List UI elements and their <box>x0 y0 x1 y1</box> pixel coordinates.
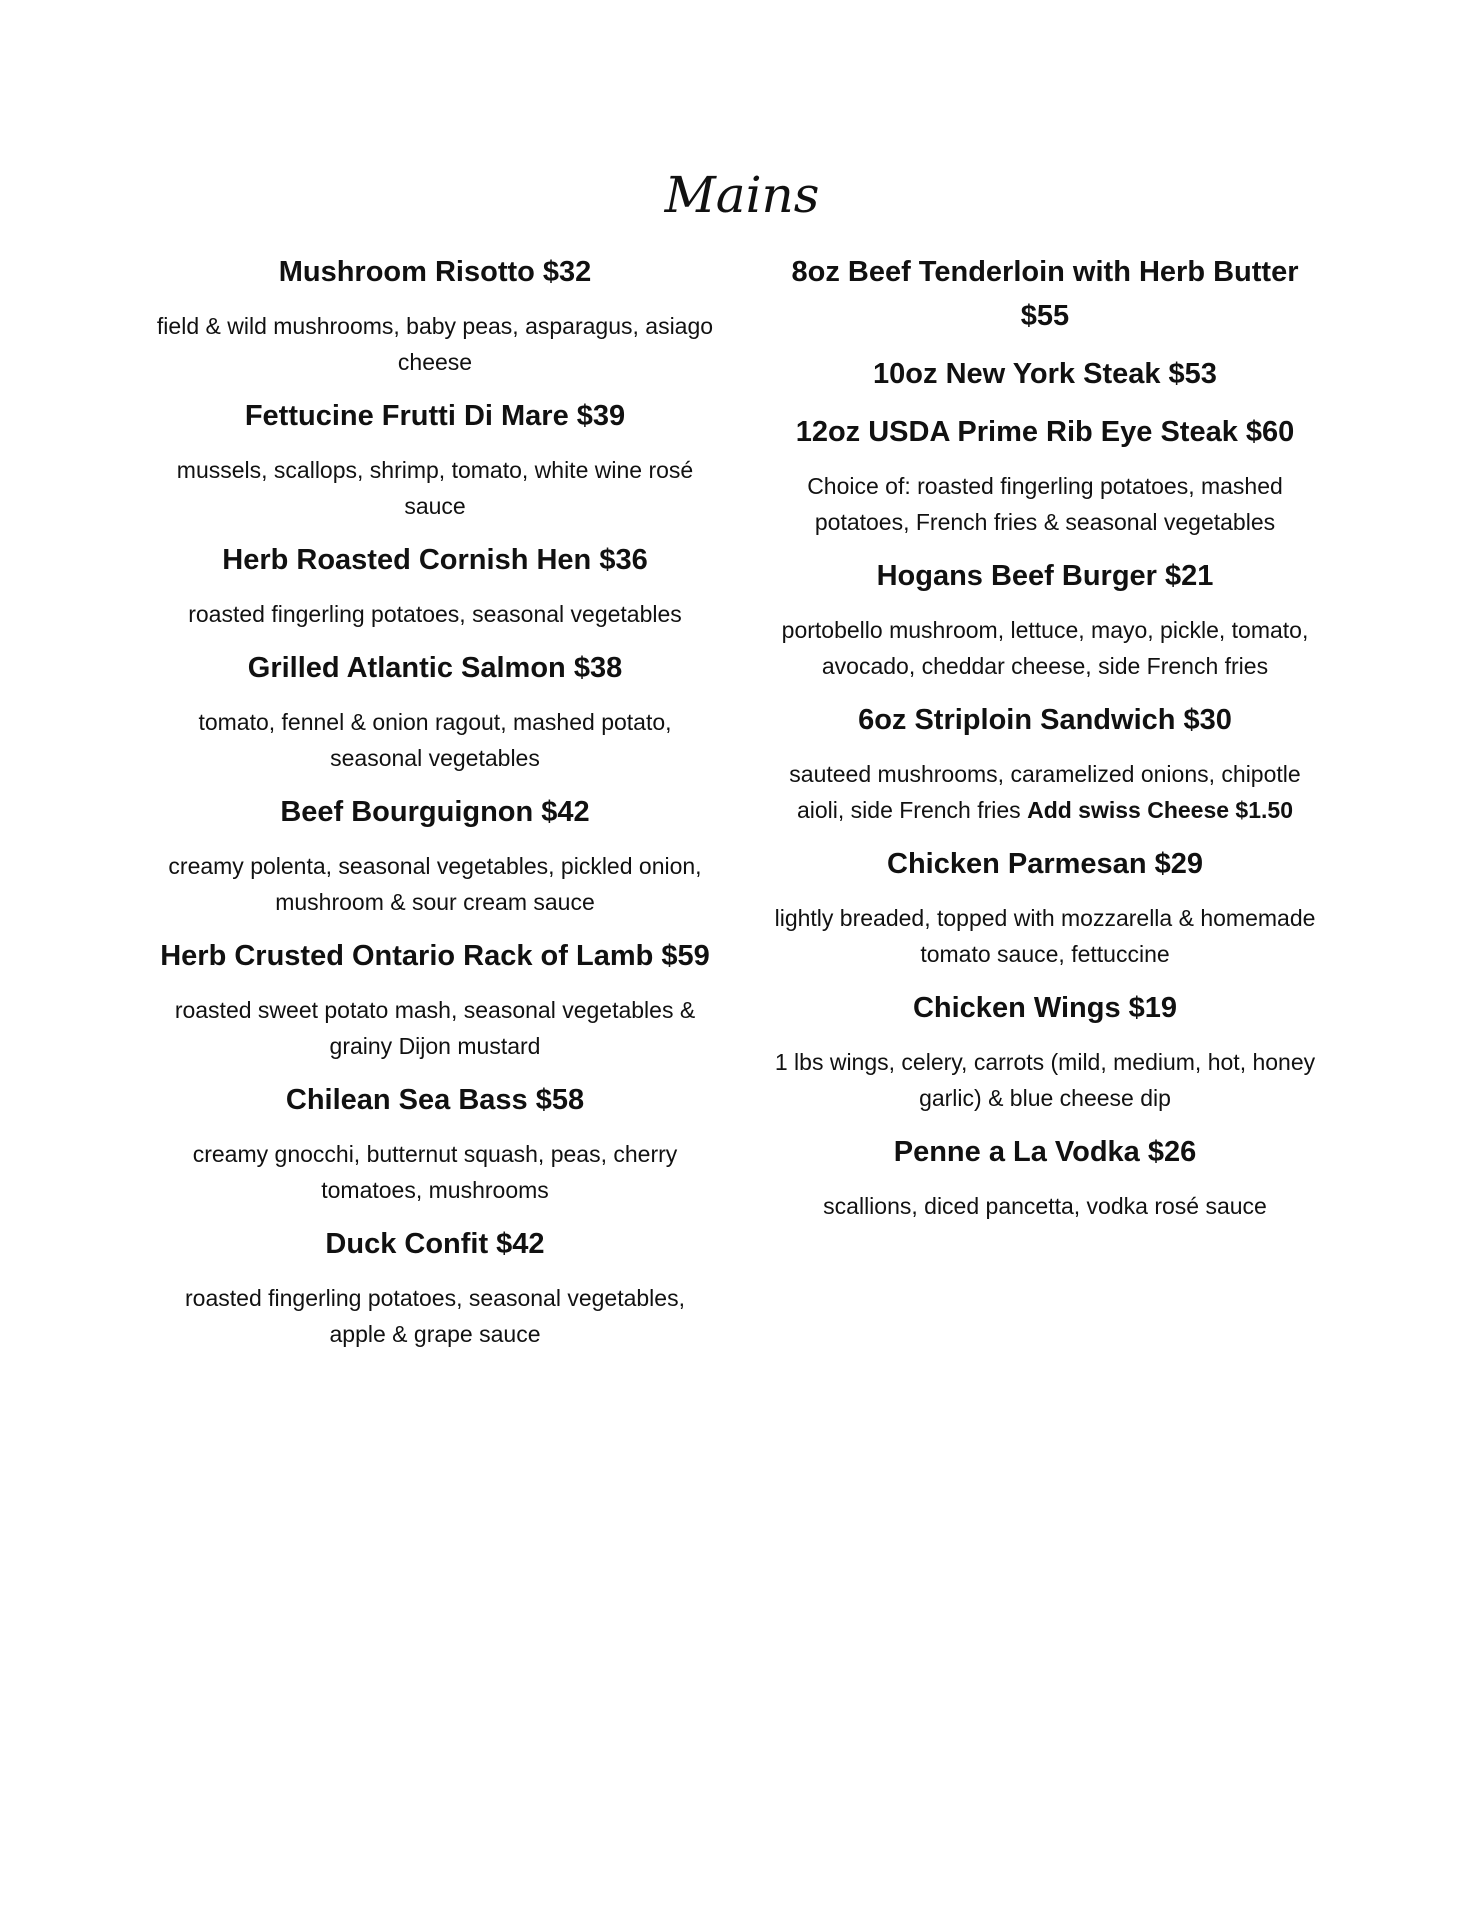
menu-item-name: 12oz USDA Prime Rib Eye Steak $60 <box>795 416 1295 448</box>
menu-item <box>155 1222 715 1352</box>
menu-item-name: 6oz Striploin Sandwich $30 <box>858 704 1232 736</box>
menu-item <box>155 790 715 920</box>
menu-item-description: roasted fingerling potatoes, seasonal vegetables, apple & grape sauce <box>185 1285 685 1347</box>
menu-item-description: scallions, diced pancetta, vodka rosé sauce <box>823 1193 1267 1219</box>
menu-item <box>765 250 1325 338</box>
menu-item <box>765 698 1325 828</box>
menu-item-name: Grilled Atlantic Salmon $38 <box>247 652 623 684</box>
menu-item-name: Mushroom Risotto $32 <box>278 256 592 288</box>
menu-item-name: Fettucine Frutti Di Mare $39 <box>244 400 626 432</box>
menu-item-addon: Add swiss Cheese $1.50 <box>1027 797 1293 823</box>
menu-item-name: 8oz Beef Tenderloin with Herb Butter $55 <box>791 256 1299 332</box>
page-title: Mains <box>664 166 820 224</box>
menu-item-name: Chilean Sea Bass $58 <box>285 1084 585 1116</box>
menu-item-name: Hogans Beef Burger $21 <box>876 560 1214 592</box>
menu-item-description: 1 lbs wings, celery, carrots (mild, medium, hot, honey garlic) & blue cheese dip <box>774 1049 1316 1111</box>
menu-item-description <box>765 756 1325 828</box>
menu-item-description: roasted fingerling potatoes, seasonal vegetables <box>188 601 682 627</box>
menu-item <box>155 250 715 380</box>
menu-item-description: Choice of: roasted fingerling potatoes, mashed potatoes, French fries & seasonal vegetables <box>807 473 1283 535</box>
menu-item <box>765 1130 1325 1224</box>
menu-item-name: Beef Bourguignon $42 <box>280 796 590 828</box>
menu-item-description: mussels, scallops, shrimp, tomato, white wine rosé sauce <box>176 457 694 519</box>
menu-item-description: tomato, fennel & onion ragout, mashed potato, seasonal vegetables <box>198 709 672 771</box>
menu-item <box>155 1078 715 1208</box>
menu-item-description: lightly breaded, topped with mozzarella & homemade tomato sauce, fettuccine <box>774 905 1316 967</box>
menu-item-name: Herb Roasted Cornish Hen $36 <box>222 544 648 576</box>
menu-item-name: Penne a La Vodka $26 <box>893 1136 1197 1168</box>
menu-column-left <box>155 250 715 1366</box>
menu-item <box>765 352 1325 396</box>
menu-item <box>765 842 1325 972</box>
menu-item-name: 10oz New York Steak $53 <box>873 358 1217 390</box>
menu-item-description-text: sauteed mushrooms, caramelized onions, chipotle aioli, side French fries <box>789 761 1301 823</box>
menu-item-name: Duck Confit $42 <box>325 1228 545 1260</box>
menu-item <box>155 934 715 1064</box>
menu-item <box>155 538 715 632</box>
menu-item-description: roasted sweet potato mash, seasonal vegetables & grainy Dijon mustard <box>174 997 696 1059</box>
menu-item <box>155 394 715 524</box>
menu-item-name: Chicken Wings $19 <box>912 992 1178 1024</box>
menu-item <box>765 410 1325 540</box>
menu-item <box>155 646 715 776</box>
menu-item-description: creamy polenta, seasonal vegetables, pickled onion, mushroom & sour cream sauce <box>168 853 702 915</box>
menu-column-right <box>765 250 1325 1238</box>
menu-item-description: portobello mushroom, lettuce, mayo, pickle, tomato, avocado, cheddar cheese, side French fries <box>781 617 1309 679</box>
menu-item-name: Chicken Parmesan $29 <box>887 848 1203 880</box>
menu-item <box>765 986 1325 1116</box>
menu-item-name: Herb Crusted Ontario Rack of Lamb $59 <box>160 940 710 972</box>
menu-item <box>765 554 1325 684</box>
menu-item-description: field & wild mushrooms, baby peas, asparagus, asiago cheese <box>156 313 714 375</box>
menu-item-description: creamy gnocchi, butternut squash, peas, cherry tomatoes, mushrooms <box>192 1141 678 1203</box>
